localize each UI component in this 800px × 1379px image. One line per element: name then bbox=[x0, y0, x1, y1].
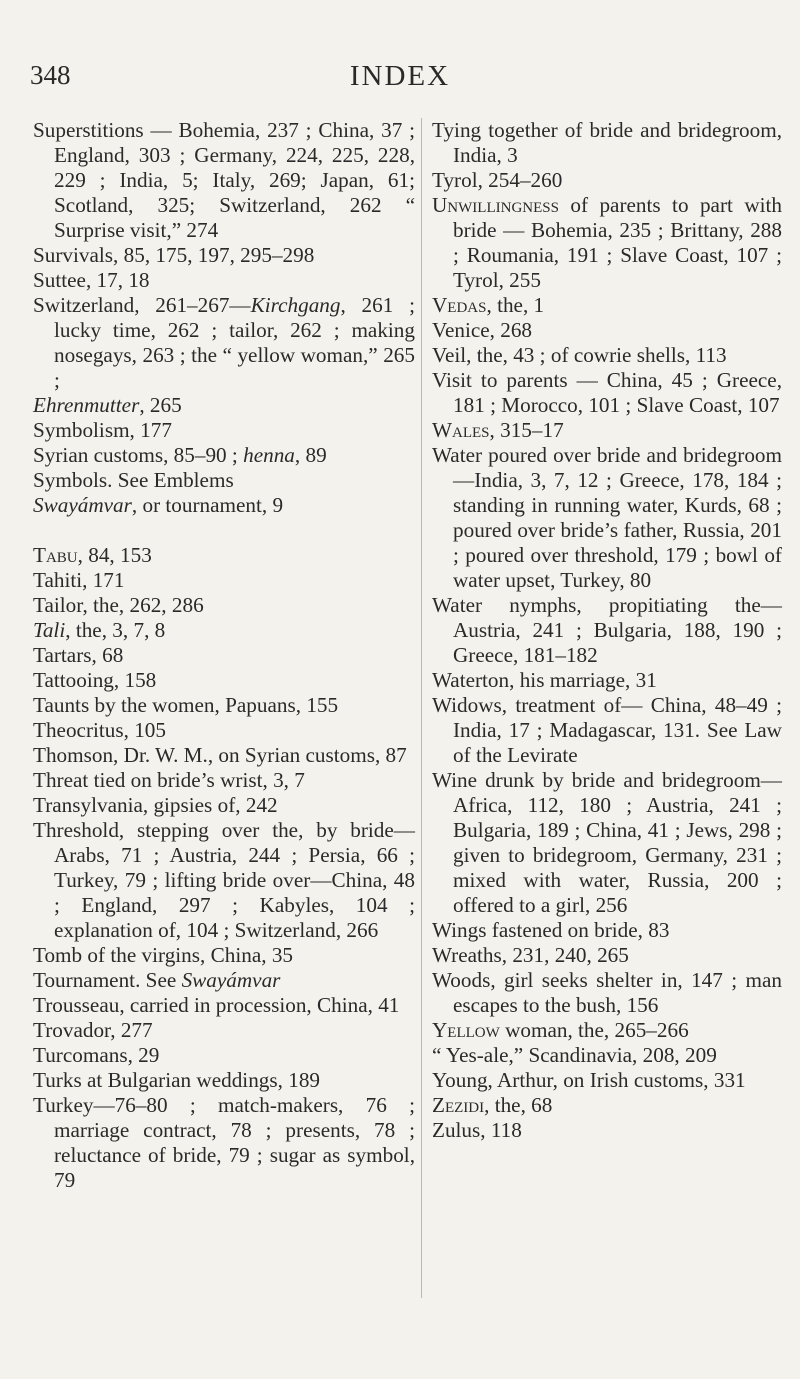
index-entry bbox=[33, 568, 415, 593]
index-entry bbox=[432, 418, 782, 443]
index-entry bbox=[432, 168, 782, 193]
index-entry bbox=[33, 818, 415, 943]
index-entry bbox=[33, 643, 415, 668]
index-entry-text: Wings fastened on bride, 83 bbox=[432, 918, 670, 942]
index-entry-after: , the, 68 bbox=[484, 1093, 553, 1117]
index-entry bbox=[432, 193, 782, 293]
index-entry bbox=[432, 593, 782, 668]
index-entry-text: Wine drunk by bride and bridegroom—Africa, 112, 180 ; Austria, 241 ; Bulgaria, 189 ; China, 41 ; Jews, 298 ; given to bridegroom, Germany, 231 ; mixed with water, Russia, 200 ; offered to a girl, 256 bbox=[432, 768, 782, 917]
index-entry-text: Turcomans, 29 bbox=[33, 1043, 160, 1067]
index-entry-text: Suttee, 17, 18 bbox=[33, 268, 150, 292]
index-entry-before: Tournament. See bbox=[33, 968, 182, 992]
index-entry bbox=[33, 493, 415, 518]
index-entry-em: Kirchgang bbox=[250, 293, 341, 317]
index-entry bbox=[33, 543, 415, 568]
index-entry-em: Swayámvar bbox=[181, 968, 281, 992]
index-entry-after: of parents to part with bride — Bohemia, 235 ; Brittany, 288 ; Roumania, 191 ; Slave Coast, 107 ; Tyrol, 255 bbox=[453, 193, 782, 292]
index-entry bbox=[432, 293, 782, 318]
index-entry bbox=[432, 668, 782, 693]
index-column-right bbox=[432, 118, 782, 1143]
column-divider bbox=[421, 118, 422, 1298]
index-entry-after: , 261 ; lucky time, 262 ; tailor, 262 ; making nosegays, 263 ; the “ yellow woman,” 265 ; bbox=[54, 293, 416, 392]
index-entry-text: Transylvania, gipsies of, 242 bbox=[33, 793, 278, 817]
index-entry-text: Tyrol, 254–260 bbox=[432, 168, 563, 192]
index-entry bbox=[33, 793, 415, 818]
index-entry-em: henna bbox=[243, 443, 295, 467]
index-entry-text: Venice, 268 bbox=[432, 318, 533, 342]
index-entry-text: Taunts by the women, Papuans, 155 bbox=[33, 693, 339, 717]
index-entry bbox=[33, 268, 415, 293]
index-entry bbox=[432, 943, 782, 968]
index-entry-text: Water nymphs, propitiating the— Austria, 241 ; Bulgaria, 188, 190 ; Greece, 181–182 bbox=[432, 593, 782, 667]
index-entry bbox=[33, 443, 415, 468]
index-entry-sc: Yellow bbox=[432, 1018, 500, 1042]
page-number: 348 bbox=[30, 60, 71, 90]
index-entry bbox=[432, 1068, 782, 1093]
index-entry bbox=[432, 918, 782, 943]
index-entry bbox=[33, 968, 415, 993]
index-entry bbox=[33, 118, 415, 243]
index-entry-text: Survivals, 85, 175, 197, 295–298 bbox=[33, 243, 315, 267]
index-entry-text: Tying together of bride and bridegroom, India, 3 bbox=[432, 118, 782, 167]
index-entry bbox=[33, 743, 415, 768]
index-entry-text: Threshold, stepping over the, by bride—Arabs, 71 ; Austria, 244 ; Persia, 66 ; Turkey, 79 ; lifting bride over—China, 48 ; England, 297 ; Kabyles, 104 ; explanation of, 104 ; Switzerland, 266 bbox=[33, 818, 415, 942]
index-entry-text: Water poured over bride and bridegroom—India, 3, 7, 12 ; Greece, 178, 184 ; standing in running water, Kurds, 68 ; poured over bride’s father, Russia, 201 ; poured over threshold, 179 ; bowl of water upset, Turkey, 80 bbox=[432, 443, 782, 592]
index-entry bbox=[432, 768, 782, 918]
index-entry-text: Symbols. See Emblems bbox=[33, 468, 234, 492]
index-entry-before: Syrian customs, 85–90 ; bbox=[33, 443, 244, 467]
index-entry-text: Veil, the, 43 ; of cowrie shells, 113 bbox=[432, 343, 727, 367]
index-entry-sc: Vedas bbox=[432, 293, 487, 317]
index-entry bbox=[33, 1043, 415, 1068]
index-entry-after: , the, 3, 7, 8 bbox=[65, 618, 166, 642]
index-entry-text: Turkey—76–80 ; match-makers, 76 ; marriage contract, 78 ; presents, 78 ; reluctance of bride, 79 ; sugar as symbol, 79 bbox=[33, 1093, 415, 1192]
index-entry-text: Visit to parents — China, 45 ; Greece, 181 ; Morocco, 101 ; Slave Coast, 107 bbox=[432, 368, 782, 417]
index-entry bbox=[33, 718, 415, 743]
index-entry bbox=[33, 993, 415, 1018]
index-entry-sc: Wales bbox=[432, 418, 490, 442]
index-column-left bbox=[33, 118, 415, 1193]
index-entry-em: Swayámvar bbox=[33, 493, 132, 517]
index-entry-text: Theocritus, 105 bbox=[33, 718, 166, 742]
index-entry bbox=[33, 693, 415, 718]
index-entry-sc: Zezidi bbox=[432, 1093, 485, 1117]
page-header bbox=[0, 60, 800, 100]
index-entry bbox=[33, 468, 415, 493]
index-entry-text: “ Yes-ale,” Scandinavia, 208, 209 bbox=[432, 1043, 717, 1067]
index-entry-em: Ehrenmutter bbox=[33, 393, 140, 417]
index-entry bbox=[33, 1018, 415, 1043]
index-entry-text: Tailor, the, 262, 286 bbox=[33, 593, 204, 617]
index-entry-text: Turks at Bulgarian weddings, 189 bbox=[33, 1068, 321, 1092]
index-entry-text: Zulus, 118 bbox=[432, 1118, 522, 1142]
index-entry bbox=[432, 1093, 782, 1118]
index-entry-text: Widows, treatment of— China, 48–49 ; India, 17 ; Madagascar, 131. See Law of the Levirate bbox=[432, 693, 782, 767]
index-entry bbox=[33, 243, 415, 268]
index-entry bbox=[33, 943, 415, 968]
index-entry bbox=[33, 418, 415, 443]
index-entry bbox=[432, 368, 782, 418]
index-entry-text: Wreaths, 231, 240, 265 bbox=[432, 943, 629, 967]
index-entry-text: Trousseau, carried in procession, China, 41 bbox=[33, 993, 400, 1017]
index-entry bbox=[33, 1068, 415, 1093]
index-entry-text: Woods, girl seeks shelter in, 147 ; man escapes to the bush, 156 bbox=[432, 968, 782, 1017]
index-entry-before: Switzerland, 261–267— bbox=[33, 293, 251, 317]
index-entry-after: , 84, 153 bbox=[77, 543, 152, 567]
index-entry-text: Superstitions — Bohemia, 237 ; China, 37 ; England, 303 ; Germany, 224, 225, 228, 229 ; India, 5; Italy, 269; Japan, 61; Scotland, 325; Switzerland, 262 “ Surprise visit,” 274 bbox=[33, 118, 415, 242]
index-entry bbox=[33, 593, 415, 618]
index-entry bbox=[432, 318, 782, 343]
index-entry bbox=[432, 1118, 782, 1143]
index-entry bbox=[432, 968, 782, 1018]
index-entry-text: Tomb of the virgins, China, 35 bbox=[33, 943, 294, 967]
index-entry-after: , 89 bbox=[294, 443, 327, 467]
index-entry-text: Tartars, 68 bbox=[33, 643, 124, 667]
index-entry bbox=[33, 618, 415, 643]
index-entry-text: Symbolism, 177 bbox=[33, 418, 172, 442]
index-entry-after: , or tournament, 9 bbox=[131, 493, 284, 517]
index-entry-sc: Tabu bbox=[33, 543, 78, 567]
index-entry-text: Young, Arthur, on Irish customs, 331 bbox=[432, 1068, 746, 1092]
index-entry bbox=[432, 118, 782, 168]
index-entry bbox=[33, 293, 415, 393]
index-entry bbox=[33, 768, 415, 793]
index-entry-text: Waterton, his marriage, 31 bbox=[432, 668, 657, 692]
index-entry bbox=[33, 1093, 415, 1193]
page-title: INDEX bbox=[349, 60, 451, 92]
index-entry-sc: Unwillingness bbox=[432, 193, 559, 217]
index-entry bbox=[432, 443, 782, 593]
index-entry-text: Tattooing, 158 bbox=[33, 668, 157, 692]
index-entry-text: Thomson, Dr. W. M., on Syrian customs, 87 bbox=[33, 743, 407, 767]
index-entry-em: Tali bbox=[33, 618, 66, 642]
index-entry-after: , 315–17 bbox=[489, 418, 564, 442]
index-entry-text: Tahiti, 171 bbox=[33, 568, 125, 592]
index-entry-text: Trovador, 277 bbox=[33, 1018, 153, 1042]
index-entry-text: Threat tied on bride’s wrist, 3, 7 bbox=[33, 768, 305, 792]
index-entry bbox=[432, 1043, 782, 1068]
index-entry-after: , 265 bbox=[139, 393, 182, 417]
index-entry bbox=[33, 393, 415, 418]
index-entry bbox=[432, 693, 782, 768]
index-entry bbox=[432, 343, 782, 368]
index-entry bbox=[33, 668, 415, 693]
index-entry-after: , the, 1 bbox=[486, 293, 545, 317]
index-entry-after: woman, the, 265–266 bbox=[499, 1018, 689, 1042]
index-entry bbox=[432, 1018, 782, 1043]
